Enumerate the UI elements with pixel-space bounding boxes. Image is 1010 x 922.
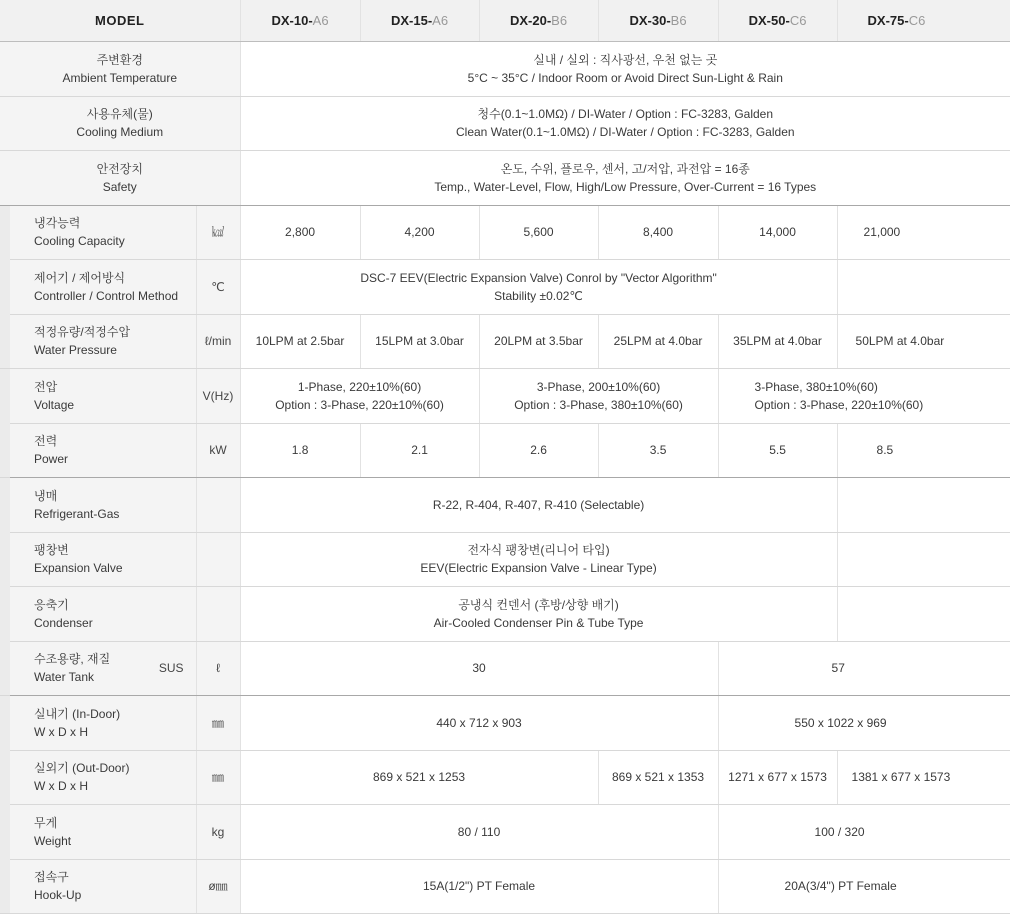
row-controller [0, 260, 1010, 315]
cell-value: 57 [718, 641, 1010, 696]
side-bar-electrical [0, 369, 10, 478]
row-hookup [0, 859, 1010, 914]
unit-empty [196, 478, 240, 533]
value-voltage-group-2: 3-Phase, 200±10%(60) Option : 3-Phase, 380±10%(60) [479, 369, 718, 424]
row-ambient [0, 42, 1010, 97]
cell-empty [837, 587, 1010, 642]
row-safety [0, 151, 1010, 206]
label-expansion-valve: 팽창변 Expansion Valve [10, 532, 196, 587]
value-ambient: 실내 / 실외 : 직사광선, 우천 없는 곳 5°C ~ 35°C / Indoor Room or Avoid Direct Sun-Light & Rain [240, 42, 1010, 97]
cell-empty [837, 532, 1010, 587]
unit-empty [196, 532, 240, 587]
model-dx15: DX-15-A6 [360, 0, 479, 42]
cell-empty [837, 478, 1010, 533]
side-bar-performance [0, 205, 10, 369]
unit-water-tank: ℓ [196, 641, 240, 696]
label-water-pressure: 적정유량/적정수압 Water Pressure [10, 314, 196, 369]
value-refrigerant: R-22, R-404, R-407, R-410 (Selectable) [240, 478, 837, 533]
cell-value: 2,800 [240, 205, 360, 260]
cell-value: 4,200 [360, 205, 479, 260]
cell-value: 20LPM at 3.5bar [479, 314, 598, 369]
model-dx10: DX-10-A6 [240, 0, 360, 42]
unit-indoor: ㎜ [196, 696, 240, 751]
value-voltage-group-1: 1-Phase, 220±10%(60) Option : 3-Phase, 220±10%(60) [240, 369, 479, 424]
value-expansion-valve: 전자식 팽창변(리니어 타입) EEV(Electric Expansion Valve - Linear Type) [240, 532, 837, 587]
cell-value: 35LPM at 4.0bar [718, 314, 837, 369]
header-row [0, 0, 1010, 42]
row-expansion-valve [0, 532, 1010, 587]
label-indoor: 실내기 (In-Door) W x D x H [10, 696, 196, 751]
row-cooling-medium [0, 96, 1010, 151]
side-bar-components [0, 478, 10, 696]
cell-value: 50LPM at 4.0bar [837, 314, 1010, 369]
cell-value: 80 / 110 [240, 805, 718, 860]
label-outdoor: 실외기 (Out-Door) W x D x H [10, 750, 196, 805]
unit-power: kW [196, 423, 240, 478]
label-water-tank: 수조용량, 재질 Water Tank SUS [10, 641, 196, 696]
row-cooling-capacity [0, 205, 1010, 260]
cell-value: 2.1 [360, 423, 479, 478]
cell-value: 1.8 [240, 423, 360, 478]
unit-outdoor: ㎜ [196, 750, 240, 805]
cell-value: 15LPM at 3.0bar [360, 314, 479, 369]
label-voltage: 전압 Voltage [10, 369, 196, 424]
label-cooling-capacity: 냉각능력 Cooling Capacity [10, 205, 196, 260]
label-weight: 무게 Weight [10, 805, 196, 860]
cell-value: 869 x 521 x 1353 [598, 750, 718, 805]
cell-value: 100 / 320 [718, 805, 1010, 860]
unit-controller: ℃ [196, 260, 240, 315]
tank-material: SUS [158, 661, 184, 676]
cell-value: 869 x 521 x 1253 [240, 750, 598, 805]
value-condenser: 공냉식 컨덴서 (후방/상향 배기) Air-Cooled Condenser Pin & Tube Type [240, 587, 837, 642]
label-controller: 제어기 / 제어방식 Controller / Control Method [10, 260, 196, 315]
cell-value: 1381 x 677 x 1573 [837, 750, 1010, 805]
label-safety: 안전장치 Safety [0, 151, 240, 206]
value-controller: DSC-7 EEV(Electric Expansion Valve) Conrol by "Vector Algorithm" Stability ±0.02℃ [240, 260, 837, 315]
model-dx75: DX-75-C6 [837, 0, 1010, 42]
cell-value: 8.5 [837, 423, 1010, 478]
label-cooling-medium: 사용유체(물) Cooling Medium [0, 96, 240, 151]
model-dx20: DX-20-B6 [479, 0, 598, 42]
unit-hookup: ø㎜ [196, 859, 240, 914]
cell-value: 14,000 [718, 205, 837, 260]
cell-value: 550 x 1022 x 969 [718, 696, 1010, 751]
value-safety: 온도, 수위, 플로우, 센서, 고/저압, 과전압 = 16종 Temp., Water-Level, Flow, High/Low Pressure, Over-Current = 16 Types [240, 151, 1010, 206]
value-cooling-medium: 청수(0.1~1.0MΩ) / DI-Water / Option : FC-3283, Galden Clean Water(0.1~1.0MΩ) / DI-Water / Option : FC-3283, Galden [240, 96, 1010, 151]
cell-value: 3.5 [598, 423, 718, 478]
side-bar-dimensions [0, 696, 10, 914]
cell-value: 1271 x 677 x 1573 [718, 750, 837, 805]
row-voltage [0, 369, 1010, 424]
unit-weight: kg [196, 805, 240, 860]
row-condenser [0, 587, 1010, 642]
cell-value: 440 x 712 x 903 [240, 696, 718, 751]
model-dx30: DX-30-B6 [598, 0, 718, 42]
row-refrigerant [0, 478, 1010, 533]
label-ambient: 주변환경 Ambient Temperature [0, 42, 240, 97]
cell-value: 15A(1/2") PT Female [240, 859, 718, 914]
cell-empty [837, 260, 1010, 315]
label-condenser: 응축기 Condenser [10, 587, 196, 642]
unit-water-pressure: ℓ/min [196, 314, 240, 369]
row-power [0, 423, 1010, 478]
cell-value: 21,000 [837, 205, 1010, 260]
cell-value: 25LPM at 4.0bar [598, 314, 718, 369]
cell-value: 30 [240, 641, 718, 696]
cell-value: 2.6 [479, 423, 598, 478]
label-power: 전력 Power [10, 423, 196, 478]
row-water-pressure [0, 314, 1010, 369]
value-voltage-group-3: 3-Phase, 380±10%(60) Option : 3-Phase, 220±10%(60) [718, 369, 1010, 424]
row-outdoor [0, 750, 1010, 805]
row-weight [0, 805, 1010, 860]
row-water-tank [0, 641, 1010, 696]
cell-value: 8,400 [598, 205, 718, 260]
cell-value: 5,600 [479, 205, 598, 260]
model-dx50: DX-50-C6 [718, 0, 837, 42]
label-refrigerant: 냉매 Refrigerant-Gas [10, 478, 196, 533]
row-indoor [0, 696, 1010, 751]
model-header: MODEL [0, 0, 240, 42]
unit-empty [196, 587, 240, 642]
unit-cooling-capacity: ㎉ [196, 205, 240, 260]
cell-value: 10LPM at 2.5bar [240, 314, 360, 369]
cell-value: 5.5 [718, 423, 837, 478]
unit-voltage: V(Hz) [196, 369, 240, 424]
cell-value: 20A(3/4") PT Female [718, 859, 1010, 914]
label-hookup: 접속구 Hook-Up [10, 859, 196, 914]
